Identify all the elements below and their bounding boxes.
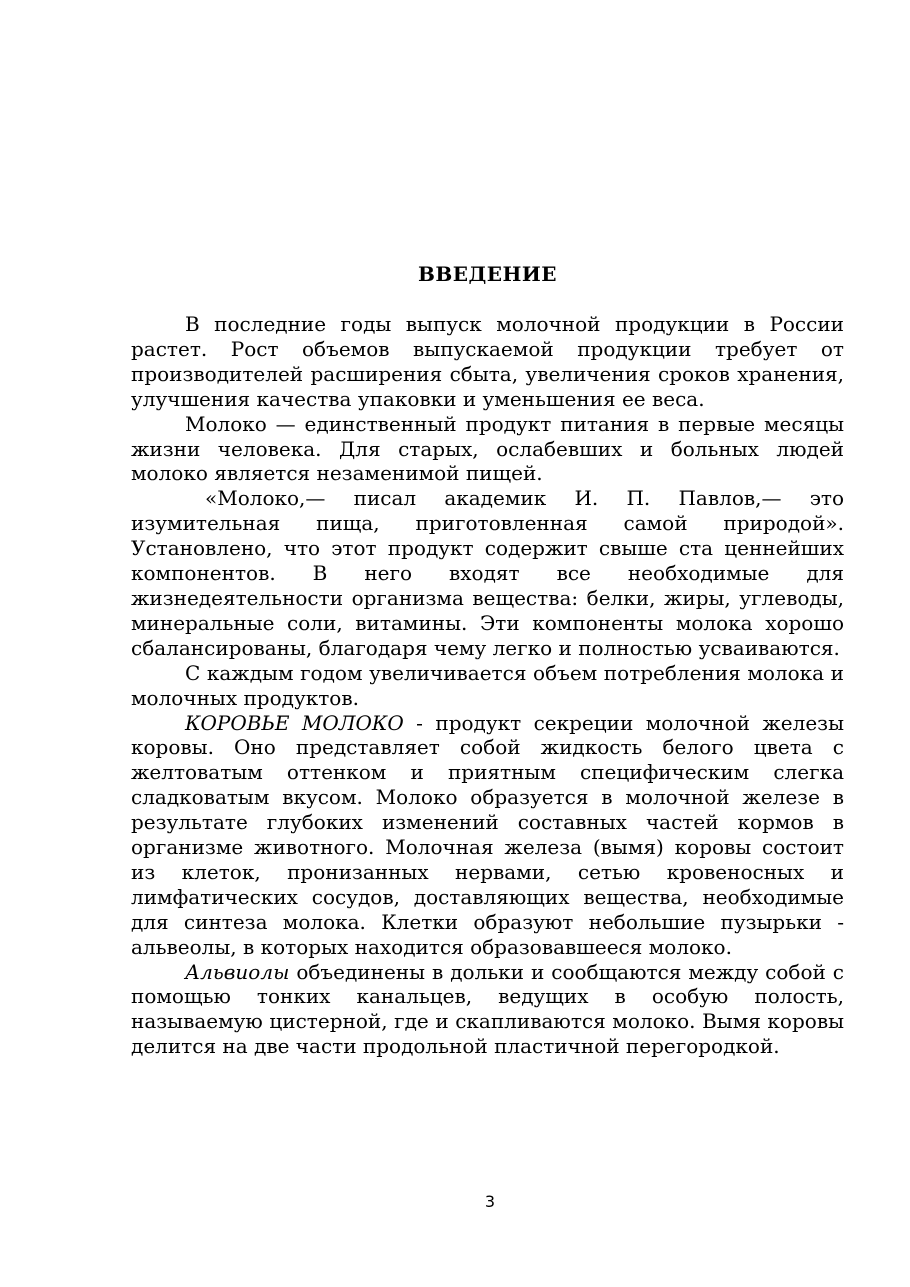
page-number: 3 [484, 1192, 496, 1211]
paragraph-alveoli [131, 960, 844, 1060]
paragraph-consumption: С каждым годом увеличивается объем потребления молока и молочных продуктов. [131, 660, 844, 710]
paragraph-cow-milk-text: - продукт секреции молочной железы коровы. Оно представляет собой жидкость белого цвета с желтоватым оттенком и приятным специфическим слегка сладковатым вкусом. Молоко образуется в молочной железе в результате глубоких изменений составных частей кормов в организме животного. Молочная железа (вымя) коровы состоит из клеток, пронизанных нервами, сетью кровеносных и лимфатических сосудов, доставляющих вещества, необходимые для синтеза молока. Клетки образуют небольшие пузырьки - альвеолы, в которых находится образовавшееся молоко. [131, 710, 844, 959]
page-title: ВВЕДЕНИЕ [417, 262, 558, 286]
paragraph-milk-nutrition: Молоко — единственный продукт питания в первые месяцы жизни человека. Для старых, ослабевших и больных людей молоко является незаменимой пищей. [131, 411, 844, 486]
paragraph-cow-milk [131, 711, 844, 960]
term-cow-milk: КОРОВЬЕ МОЛОКО [185, 710, 404, 735]
body-text [131, 312, 844, 1059]
term-alveoli: Альвиолы [185, 959, 290, 984]
paragraph-production-growth: В последние годы выпуск молочной продукции в России растет. Рост объемов выпускаемой продукции требует от производителей расширения сбыта, увеличения сроков хранения, улучшения качества упаковки и уменьшения ее веса. [131, 312, 844, 411]
paragraph-alveoli-text: объединены в дольки и сообщаются между собой с помощью тонких канальцев, ведущих в особую полость, называемую цистерной, где и скапливаются молоко. Вымя коровы делится на две части продольной пластичной перегородкой. [131, 959, 844, 1059]
paragraph-pavlov-quote: «Молоко,— писал академик И. П. Павлов,— это изумительная пища, приготовленная самой природой». Установлено, что этот продукт содержит свыше ста ценнейших компонентов. В него входят все необходимые для жизнедеятельности организма вещества: белки, жиры, углеводы, минеральные соли, витамины. Эти компоненты молока хорошо сбалансированы, благодаря чему легко и полностью усваиваются. [131, 486, 844, 660]
